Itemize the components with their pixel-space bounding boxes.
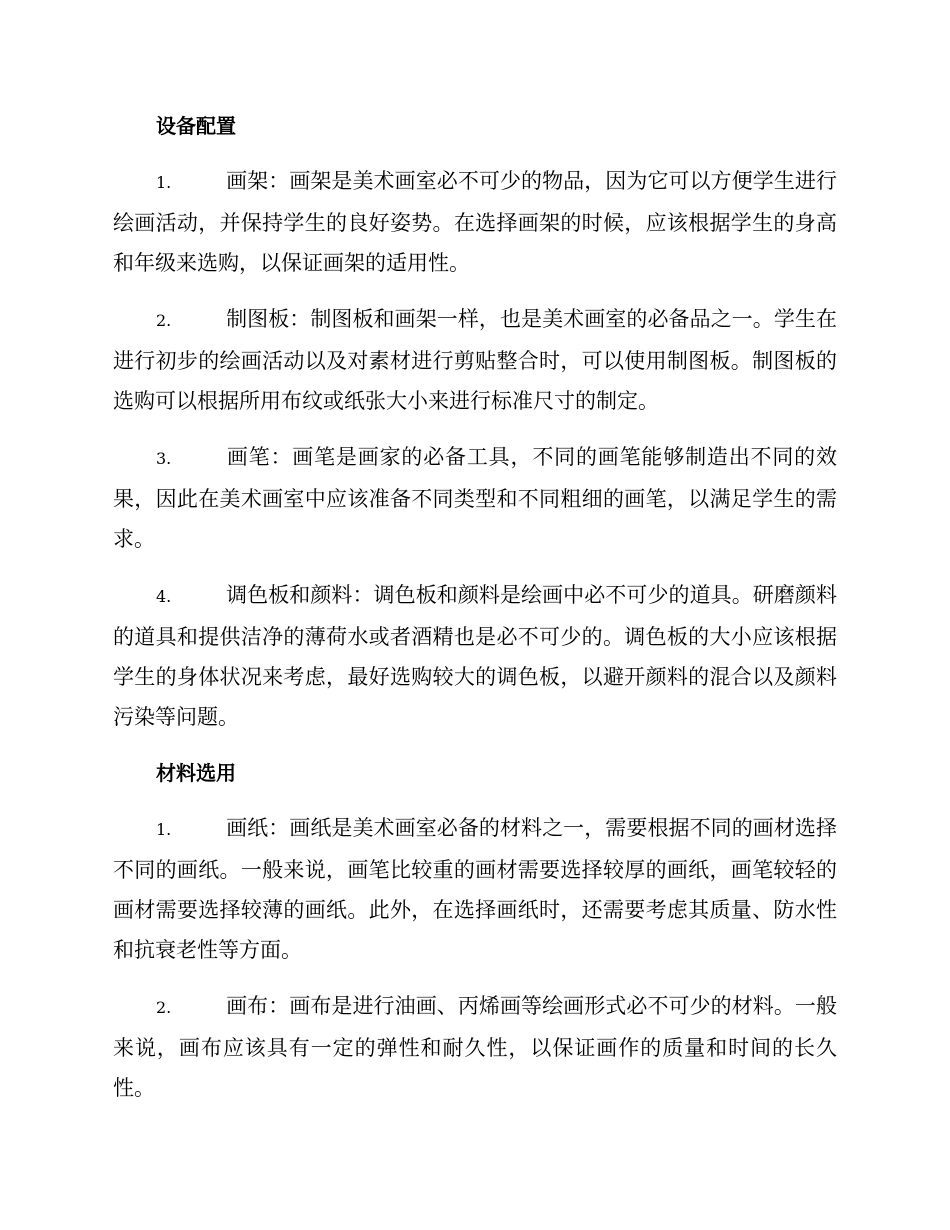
- section-heading-equipment: 设备配置: [156, 114, 236, 138]
- list-item-number: 4.: [156, 587, 172, 606]
- list-item: [113, 808, 837, 970]
- list-item-text: 调色板和颜料：调色板和颜料是绘画中必不可少的道具。研磨颜料的道具和提供洁净的薄荷水或者酒精也是必不可少的。调色板的大小应该根据学生的身体状况来考虑，最好选购较大的调色板，以避开颜料的混合以及颜料污染等问题。: [113, 583, 837, 729]
- list-item: [113, 161, 837, 283]
- document-content: [113, 106, 837, 1124]
- section-heading-materials: 材料选用: [156, 761, 236, 785]
- list-item: [113, 299, 837, 421]
- list-item-number: 3.: [156, 449, 172, 468]
- list-item-text: 画笔：画笔是画家的必备工具，不同的画笔能够制造出不同的效果，因此在美术画室中应该准备不同类型和不同粗细的画笔，以满足学生的需求。: [113, 445, 837, 551]
- list-item: [113, 575, 837, 737]
- list-item-text: 画布：画布是进行油画、丙烯画等绘画形式必不可少的材料。一般来说，画布应该具有一定的弹性和耐久性，以保证画作的质量和时间的长久性。: [113, 994, 837, 1100]
- list-item-number: 2.: [156, 998, 172, 1017]
- list-item-text: 画纸：画纸是美术画室必备的材料之一，需要根据不同的画材选择不同的画纸。一般来说，画笔比较重的画材需要选择较厚的画纸，画笔较轻的画材需要选择较薄的画纸。此外，在选择画纸时，还需要考虑其质量、防水性和抗衰老性等方面。: [113, 816, 837, 962]
- list-item-text: 制图板：制图板和画架一样，也是美术画室的必备品之一。学生在进行初步的绘画活动以及对素材进行剪贴整合时，可以使用制图板。制图板的选购可以根据所用布纹或纸张大小来进行标准尺寸的制定。: [113, 307, 837, 413]
- list-item: [113, 437, 837, 559]
- list-item-text: 画架：画架是美术画室必不可少的物品，因为它可以方便学生进行绘画活动，并保持学生的良好姿势。在选择画架的时候，应该根据学生的身高和年级来选购，以保证画架的适用性。: [113, 169, 837, 275]
- list-item-number: 1.: [156, 173, 172, 192]
- list-item-number: 1.: [156, 820, 172, 839]
- list-item-number: 2.: [156, 311, 172, 330]
- list-item: [113, 986, 837, 1108]
